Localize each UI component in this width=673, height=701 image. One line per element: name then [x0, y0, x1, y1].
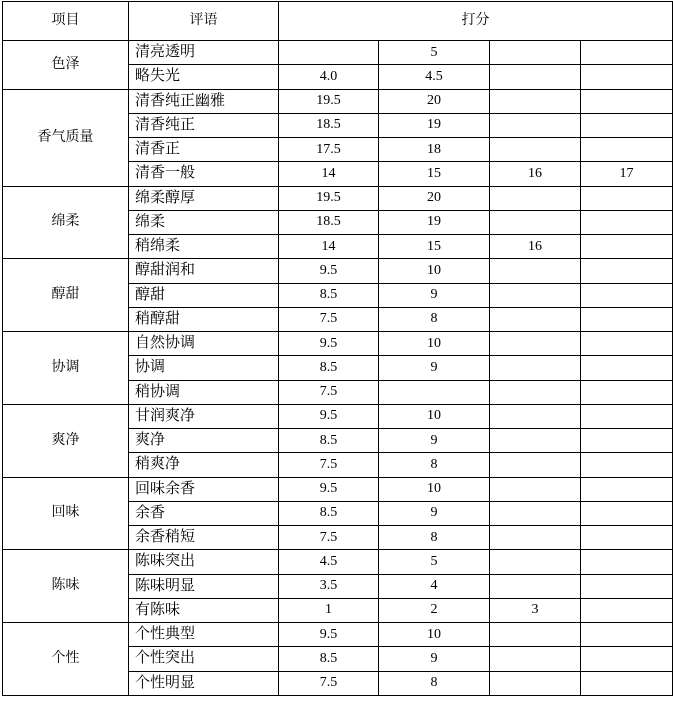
score-cell	[581, 235, 673, 259]
score-cell: 16	[490, 235, 581, 259]
score-cell: 14	[279, 162, 379, 186]
score-cell: 18.5	[279, 210, 379, 234]
score-cell: 4.5	[379, 65, 490, 89]
table-row	[3, 332, 673, 356]
score-cell	[490, 380, 581, 404]
score-cell: 8	[379, 671, 490, 695]
table-row	[3, 186, 673, 210]
comment-cell: 稍醇甜	[129, 307, 279, 331]
score-cell	[490, 477, 581, 501]
score-cell: 8.5	[279, 283, 379, 307]
comment-cell: 回味余香	[129, 477, 279, 501]
comment-cell: 余香	[129, 501, 279, 525]
comment-cell: 稍协调	[129, 380, 279, 404]
score-cell: 9	[379, 283, 490, 307]
score-cell	[490, 186, 581, 210]
score-cell: 8	[379, 526, 490, 550]
header-score: 打分	[279, 2, 673, 41]
comment-cell: 余香稍短	[129, 526, 279, 550]
score-cell: 7.5	[279, 453, 379, 477]
score-cell: 19	[379, 113, 490, 137]
score-cell: 2	[379, 598, 490, 622]
score-cell: 20	[379, 186, 490, 210]
score-cell: 5	[379, 41, 490, 65]
score-cell: 1	[279, 598, 379, 622]
score-cell: 8	[379, 453, 490, 477]
score-cell: 7.5	[279, 380, 379, 404]
score-cell	[490, 332, 581, 356]
score-cell: 8.5	[279, 356, 379, 380]
score-cell: 17	[581, 162, 673, 186]
score-cell: 18	[379, 138, 490, 162]
score-cell	[490, 647, 581, 671]
score-cell: 10	[379, 477, 490, 501]
score-cell: 8	[379, 307, 490, 331]
score-cell: 9	[379, 429, 490, 453]
score-cell	[581, 113, 673, 137]
score-cell	[581, 356, 673, 380]
comment-cell: 有陈味	[129, 598, 279, 622]
score-cell	[581, 259, 673, 283]
comment-cell: 甘润爽净	[129, 404, 279, 428]
score-cell	[490, 65, 581, 89]
header-comment: 评语	[129, 2, 279, 41]
score-cell: 10	[379, 623, 490, 647]
comment-cell: 醇甜	[129, 283, 279, 307]
score-cell: 15	[379, 162, 490, 186]
score-cell: 19.5	[279, 89, 379, 113]
score-cell: 9.5	[279, 477, 379, 501]
comment-cell: 协调	[129, 356, 279, 380]
score-cell	[581, 501, 673, 525]
score-cell	[581, 623, 673, 647]
score-cell: 4.5	[279, 550, 379, 574]
comment-cell: 略失光	[129, 65, 279, 89]
header-row	[3, 2, 673, 41]
score-cell	[581, 41, 673, 65]
table-row	[3, 404, 673, 428]
table-row	[3, 550, 673, 574]
header-item: 项目	[3, 2, 129, 41]
score-cell	[490, 623, 581, 647]
score-cell	[581, 89, 673, 113]
score-cell	[490, 210, 581, 234]
score-cell: 9.5	[279, 332, 379, 356]
score-cell: 8.5	[279, 501, 379, 525]
score-cell: 4.0	[279, 65, 379, 89]
score-cell: 9.5	[279, 259, 379, 283]
score-cell	[581, 404, 673, 428]
table-row	[3, 623, 673, 647]
score-cell	[490, 574, 581, 598]
comment-cell: 陈味突出	[129, 550, 279, 574]
score-cell: 10	[379, 404, 490, 428]
score-cell	[379, 380, 490, 404]
score-cell	[490, 526, 581, 550]
score-cell	[581, 307, 673, 331]
comment-cell: 自然协调	[129, 332, 279, 356]
score-cell: 7.5	[279, 526, 379, 550]
comment-cell: 绵柔	[129, 210, 279, 234]
table-row	[3, 41, 673, 65]
score-cell: 9	[379, 356, 490, 380]
score-cell	[490, 404, 581, 428]
comment-cell: 爽净	[129, 429, 279, 453]
score-cell	[581, 477, 673, 501]
score-cell: 8.5	[279, 647, 379, 671]
score-cell	[490, 356, 581, 380]
score-cell	[581, 65, 673, 89]
comment-cell: 清香纯正	[129, 113, 279, 137]
score-cell: 20	[379, 89, 490, 113]
scoring-table	[2, 1, 673, 696]
score-cell: 10	[379, 332, 490, 356]
score-cell	[581, 138, 673, 162]
score-cell	[581, 332, 673, 356]
score-cell	[490, 501, 581, 525]
item-cell: 醇甜	[3, 259, 129, 332]
score-cell: 9	[379, 647, 490, 671]
score-cell: 7.5	[279, 307, 379, 331]
score-cell: 9.5	[279, 404, 379, 428]
score-cell	[581, 210, 673, 234]
table-row	[3, 477, 673, 501]
score-cell: 3.5	[279, 574, 379, 598]
score-cell	[490, 283, 581, 307]
score-cell	[581, 186, 673, 210]
comment-cell: 清亮透明	[129, 41, 279, 65]
comment-cell: 个性典型	[129, 623, 279, 647]
comment-cell: 绵柔醇厚	[129, 186, 279, 210]
score-cell: 15	[379, 235, 490, 259]
score-cell	[279, 41, 379, 65]
item-cell: 协调	[3, 332, 129, 405]
item-cell: 香气质量	[3, 89, 129, 186]
score-cell: 9.5	[279, 623, 379, 647]
score-cell	[490, 259, 581, 283]
comment-cell: 个性明显	[129, 671, 279, 695]
item-cell: 个性	[3, 623, 129, 696]
score-cell: 8.5	[279, 429, 379, 453]
comment-cell: 清香正	[129, 138, 279, 162]
score-cell	[581, 647, 673, 671]
score-cell	[581, 429, 673, 453]
score-cell: 5	[379, 550, 490, 574]
item-cell: 陈味	[3, 550, 129, 623]
score-cell: 3	[490, 598, 581, 622]
comment-cell: 稍爽净	[129, 453, 279, 477]
score-cell: 4	[379, 574, 490, 598]
score-cell	[490, 138, 581, 162]
score-cell	[490, 113, 581, 137]
score-cell: 9	[379, 501, 490, 525]
item-cell: 回味	[3, 477, 129, 550]
score-cell	[490, 429, 581, 453]
score-cell	[581, 598, 673, 622]
score-cell	[581, 671, 673, 695]
comment-cell: 醇甜润和	[129, 259, 279, 283]
item-cell: 绵柔	[3, 186, 129, 259]
table-row	[3, 259, 673, 283]
score-cell: 17.5	[279, 138, 379, 162]
score-cell	[581, 526, 673, 550]
score-cell: 7.5	[279, 671, 379, 695]
comment-cell: 陈味明显	[129, 574, 279, 598]
score-cell: 19.5	[279, 186, 379, 210]
comment-cell: 清香纯正幽雅	[129, 89, 279, 113]
score-cell	[581, 574, 673, 598]
item-cell: 爽净	[3, 404, 129, 477]
item-cell: 色泽	[3, 41, 129, 90]
comment-cell: 稍绵柔	[129, 235, 279, 259]
score-cell	[490, 307, 581, 331]
score-cell: 16	[490, 162, 581, 186]
score-cell	[490, 89, 581, 113]
table-row	[3, 89, 673, 113]
score-cell	[490, 550, 581, 574]
score-cell	[581, 550, 673, 574]
comment-cell: 个性突出	[129, 647, 279, 671]
comment-cell: 清香一般	[129, 162, 279, 186]
score-cell	[581, 380, 673, 404]
score-cell: 10	[379, 259, 490, 283]
table-body	[3, 41, 673, 696]
score-cell	[490, 671, 581, 695]
score-cell	[581, 283, 673, 307]
score-cell	[490, 41, 581, 65]
score-cell: 19	[379, 210, 490, 234]
score-cell: 18.5	[279, 113, 379, 137]
score-cell	[581, 453, 673, 477]
score-cell: 14	[279, 235, 379, 259]
score-cell	[490, 453, 581, 477]
